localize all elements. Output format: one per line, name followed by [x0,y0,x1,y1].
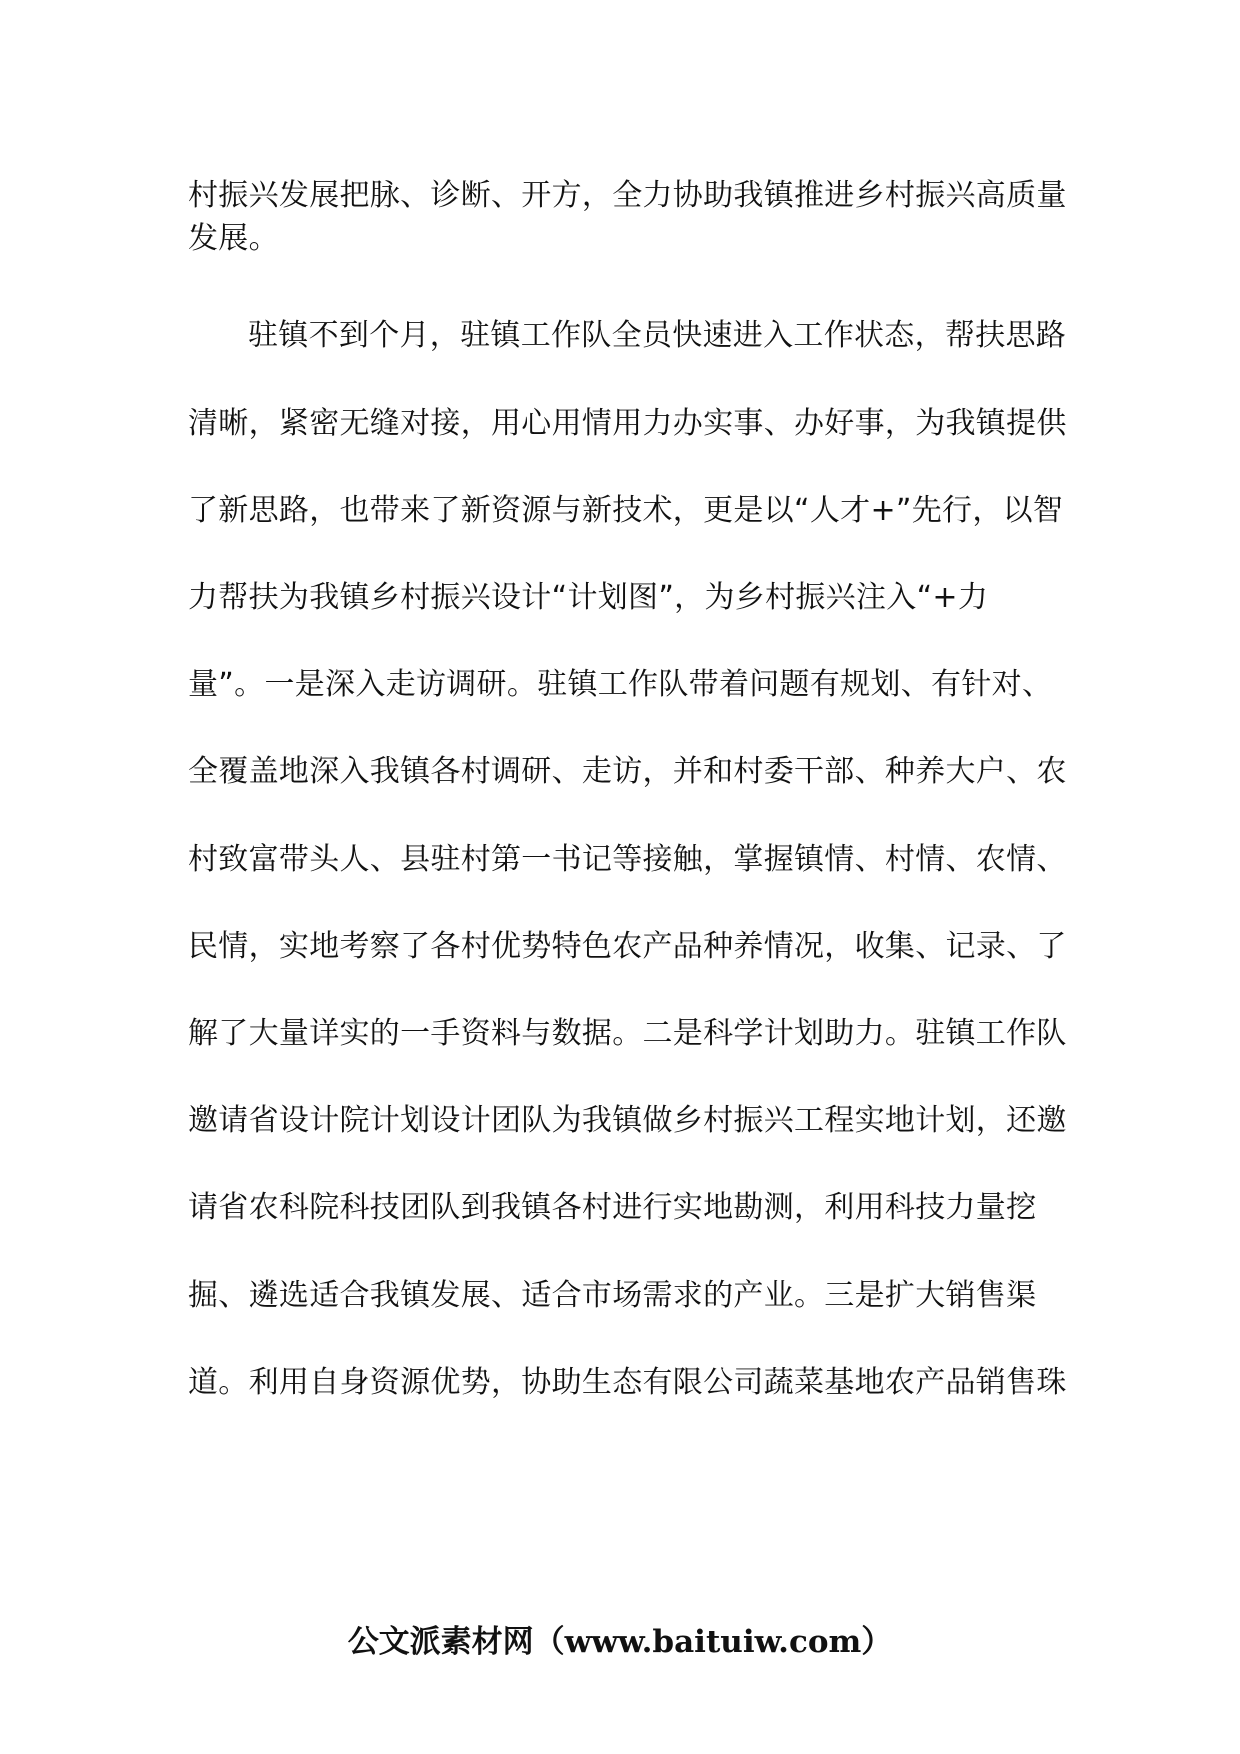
body-text-line: 量”。一是深入走访调研。驻镇工作队带着问题有规划、有针对、 [188,667,1053,702]
body-text-line: 请省农科院科技团队到我镇各村进行实地勘测，利用科技力量挖 [188,1190,1037,1225]
paragraph-first-line: 驻镇不到个月，驻镇工作队全员快速进入工作状态，帮扶思路 [248,318,1067,353]
body-text-line: 全覆盖地深入我镇各村调研、走访，并和村委干部、种养大户、农 [188,754,1067,789]
body-text-line: 邀请省设计院计划设计团队为我镇做乡村振兴工程实地计划，还邀 [188,1103,1067,1138]
body-text-line: 村振兴发展把脉、诊断、开方，全力协助我镇推进乡村振兴高质量 [188,178,1067,213]
body-text-line: 道。利用自身资源优势，协助生态有限公司蔬菜基地农产品销售珠 [188,1365,1067,1400]
body-text-line: 清晰，紧密无缝对接，用心用情用力办实事、办好事，为我镇提供 [188,406,1067,441]
body-text-line: 了新思路，也带来了新资源与新技术，更是以“人才+”先行，以智 [188,493,1064,528]
body-text-line: 力帮扶为我镇乡村振兴设计“计划图”，为乡村振兴注入“+力 [188,580,989,615]
watermark-footer: 公文派素材网（www.baituiw.com） [347,1624,893,1660]
body-text-line: 村致富带头人、县驻村第一书记等接触，掌握镇情、村情、农情、 [188,842,1067,877]
body-text-line: 民情，实地考察了各村优势特色农产品种养情况，收集、记录、了 [188,929,1067,964]
body-text-line: 掘、遴选适合我镇发展、适合市场需求的产业。三是扩大销售渠 [188,1278,1037,1313]
body-text-line: 发展。 [188,221,279,256]
body-text-line: 解了大量详实的一手资料与数据。二是科学计划助力。驻镇工作队 [188,1016,1067,1051]
